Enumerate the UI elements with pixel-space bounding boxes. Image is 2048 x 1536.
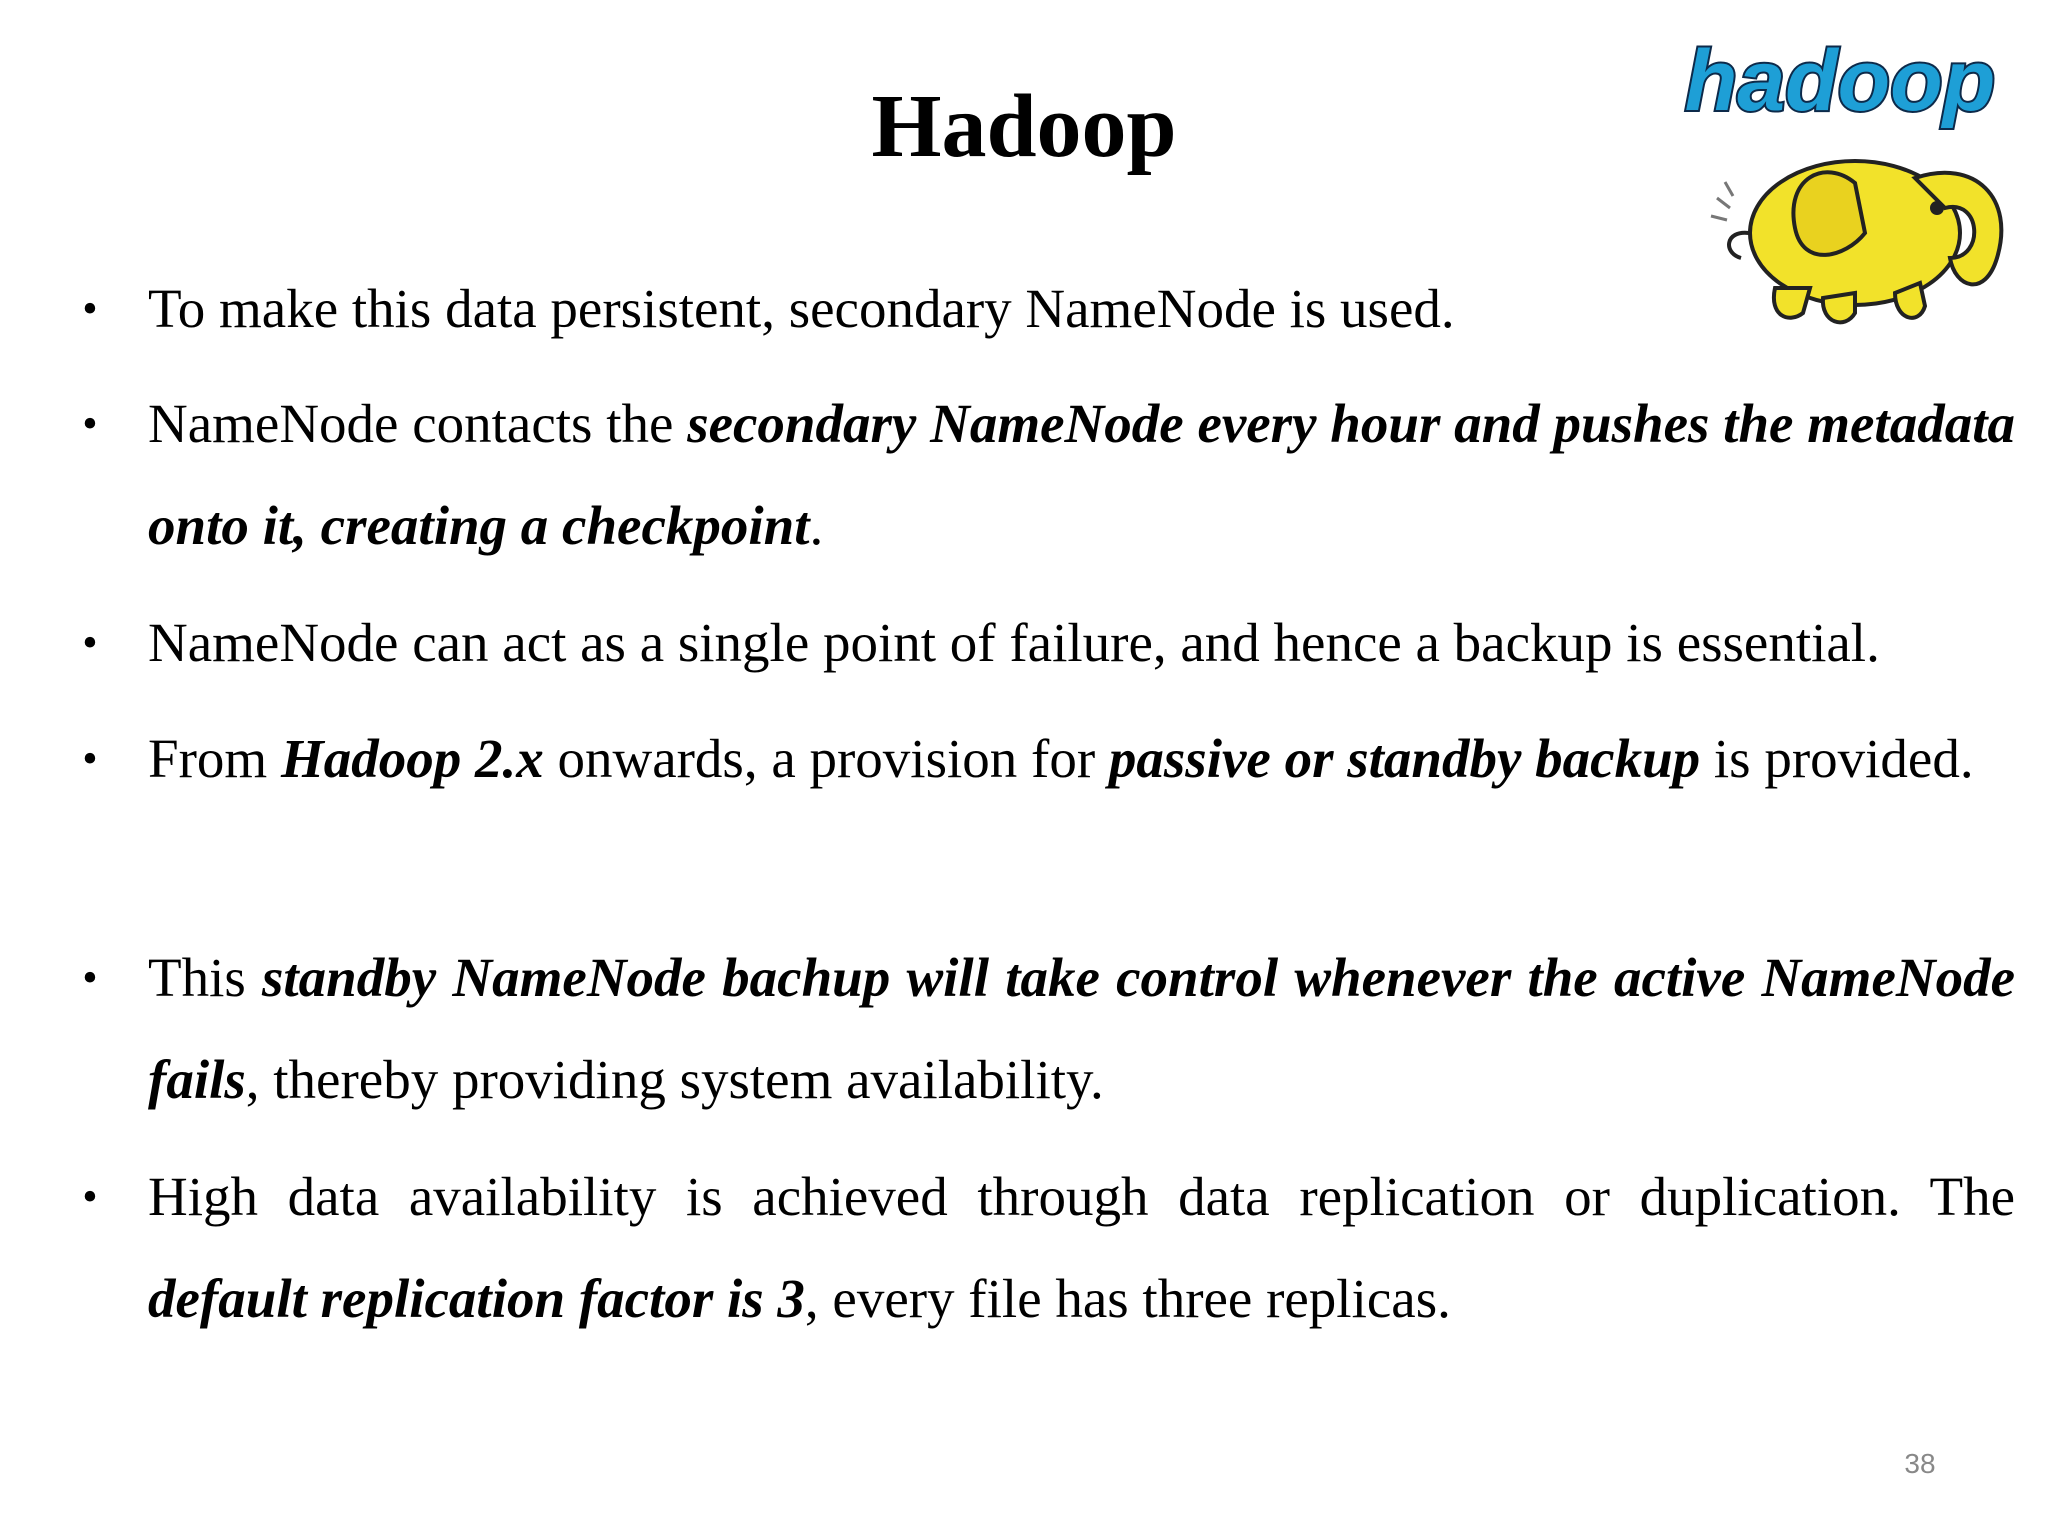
bullet-text-segment: NameNode contacts the xyxy=(148,393,688,454)
bullet-text xyxy=(148,258,2015,360)
bullet-text-segment: High data availability is achieved through data replication or duplication. The xyxy=(148,1166,2015,1227)
bullet-marker: • xyxy=(82,1172,98,1221)
bullet-marker: • xyxy=(82,399,98,448)
bullet-marker: • xyxy=(82,953,98,1002)
bullet-text-segment: To make this data persistent, secondary NameNode is used. xyxy=(148,278,1455,339)
bullet-emphasis: standby NameNode bachup will take control whenever the active NameNode fails xyxy=(148,947,2015,1110)
page-number: 38 xyxy=(1904,1448,1936,1479)
bullet-marker: • xyxy=(82,734,98,783)
bullet-marker: • xyxy=(82,284,98,333)
bullet-emphasis: passive or standby backup xyxy=(1108,728,1701,789)
bullet-text-segment: From xyxy=(148,728,281,789)
bullet-text-segment: This xyxy=(148,947,262,1008)
bullet-text-segment: is provided. xyxy=(1700,728,1974,789)
slide-title: Hadoop xyxy=(871,77,1177,176)
hadoop-wordmark: hadoop xyxy=(1684,33,1996,129)
bullet-emphasis: default replication factor is 3 xyxy=(148,1268,805,1329)
bullet-emphasis: Hadoop 2.x xyxy=(280,728,544,789)
bullet-text-segment: , every file has three replicas. xyxy=(804,1268,1451,1329)
bullet-text xyxy=(148,708,2015,810)
bullet-text xyxy=(148,927,2015,1131)
bullet-marker: • xyxy=(82,618,98,667)
bullet-text xyxy=(148,373,2015,577)
bullet-text-segment: NameNode can act as a single point of failure, and hence a backup is essential. xyxy=(148,612,1880,673)
bullet-text-segment: , thereby providing system availability. xyxy=(245,1049,1104,1110)
bullet-emphasis: secondary NameNode every hour and pushes the metadata onto it, creating a checkpoint xyxy=(148,393,2015,556)
bullet-text xyxy=(148,1146,2015,1350)
bullet-text xyxy=(148,592,2015,694)
bullet-text-segment: onwards, a provision for xyxy=(543,728,1109,789)
bullet-text-segment: . xyxy=(809,495,824,556)
